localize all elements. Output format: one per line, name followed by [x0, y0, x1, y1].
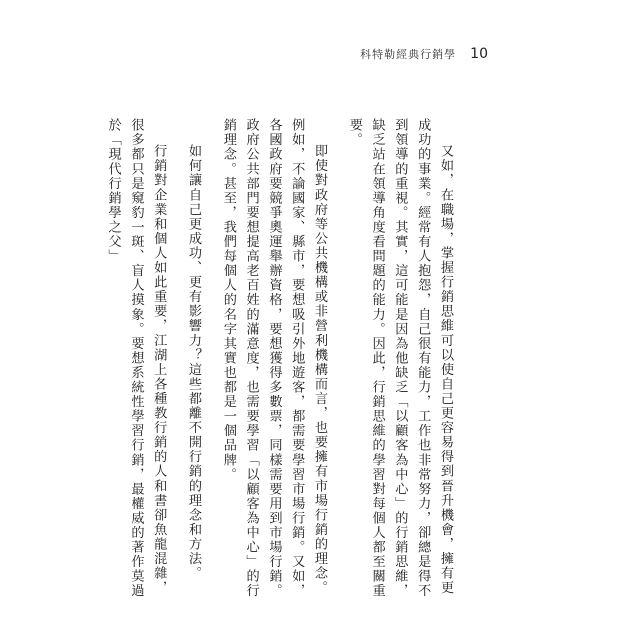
body-text: [101, 118, 456, 603]
paragraph-public-sector: 即使對政府等公共機構或非營利機構而言，也要擁有市場行銷的理念。例如，不論國家、縣市，要想吸引外地遊客，都需要學習市場行銷。又如，各國政府要競爭奧運舉辦資格，要想獲得多數票，同樣需要用到市場行銷。政府公共部門要想提高老百姓的滿意度，也需要學習「以顧客為中心」的行銷理念。甚至，我們每個人的名字其實也都是一個品牌。: [220, 118, 328, 599]
paragraph-learning-marketing: 行銷對企業和個人如此重要，江湖上各種教行銷的人和書卻魚龍混雜，很多都只是窺豹一斑、盲人摸象。要想系統性學習行銷，最權威的著作莫過於「現代行銷學之父」: [105, 118, 167, 599]
book-title: 科特勒經典行銷學: [360, 48, 457, 61]
paragraph-influence-question: 如何讓自己更成功、更有影響力？這些都離不開行銷的理念和方法。: [186, 144, 202, 581]
page-number: 10: [470, 46, 488, 62]
running-header: [360, 46, 488, 62]
paragraph-career: 又如，在職場，掌握行銷思維可以使自己更容易得到晉升機會，擁有更成功的事業。經常有人抱怨，自己很有能力，工作也非常努力，卻總是得不到領導的重視。其實，這可能是因為他缺乏「以顧客為中心」的行銷思維，缺乏站在領導角度看問題的能力。因此，行銷思維的學習對每個人都至關重要。: [346, 118, 453, 599]
